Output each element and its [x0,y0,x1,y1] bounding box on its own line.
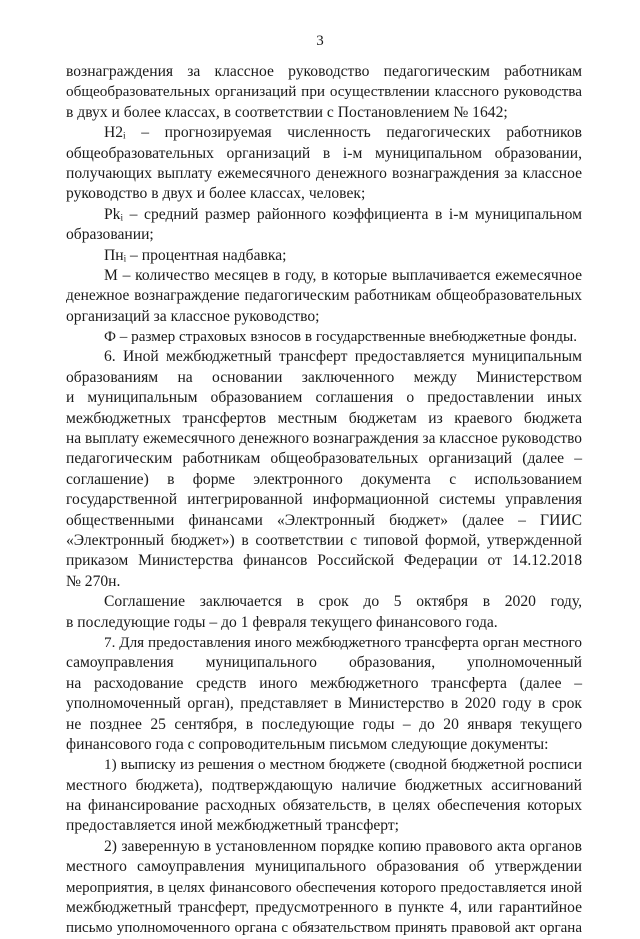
text-line: на выплату ежемесячного денежного вознаграждения за классное руководство [66,430,582,448]
document-body [66,62,582,939]
text-line: № 270н. [66,572,121,590]
text-line: Н2ᵢ – прогнозируемая численность педагогических работников [104,124,582,142]
text-line: организаций за классное руководство; [66,307,320,325]
text-line: межбюджетный трансферт, предусмотренного в пункте 4, или гарантийное [66,899,582,917]
text-line: в двух и более классах, в соответствии с Постановлением № 1642; [66,103,508,121]
text-line: образовании; [66,226,154,244]
text-line: общественными финансами «Электронный бюджет» (далее – ГИИС [66,511,582,529]
page-number: 3 [316,33,324,49]
text-line: межбюджетных трансфертов местным бюджетам из краевого бюджета [66,409,582,427]
text-line: Пнᵢ – процентная надбавка; [104,246,287,264]
text-line: на финансирование расходных обязательств, в целях обеспечения которых [66,797,582,815]
text-line: на расходование средств иного межбюджетного трансферта (далее – [66,674,582,692]
text-line: мероприятия, в целях финансового обеспечения которого предоставляется иной [66,879,582,896]
text-line: не позднее 25 сентября, в последующие годы – до 20 января текущего [66,715,582,733]
text-line: педагогическим работникам общеобразовательных организаций (далее – [66,450,582,468]
text-line: 2) заверенную в установленном порядке копию правового акта органов [104,837,582,855]
text-line: Рkᵢ – средний размер районного коэффициента в i-м муниципальном [104,205,582,223]
text-line: местного самоуправления муниципального образования об утверждении [66,858,582,876]
text-line: 1) выписку из решения о местном бюджете (сводной бюджетной росписи [104,756,582,774]
text-line: М – количество месяцев в году, в которые выплачивается ежемесячное [104,266,582,284]
text-line: финансового года с сопроводительным письмом следующие документы: [66,735,549,753]
text-line: общеобразовательных организаций в i-м муниципальном образовании, [66,144,582,162]
text-line: местного бюджета), подтверждающую наличие бюджетных ассигнований [66,776,582,794]
text-line: 6. Иной межбюджетный трансферт предоставляется муниципальным [104,348,582,366]
text-line: получающих выплату ежемесячного денежного вознаграждения за классное [66,164,582,182]
text-line: денежное вознаграждение педагогическим работникам общеобразовательных [66,287,582,305]
text-line: образованиям на основании заключенного между Министерством [66,368,582,386]
text-line: приказом Министерства финансов Российской Федерации от 14.12.2018 [66,552,582,570]
text-line: государственной интегрированной информационной системы управления [66,491,582,509]
text-line: самоуправления муниципального образования, уполномоченный [66,654,582,672]
text-line: предоставляется иной межбюджетный трансферт; [66,817,399,835]
text-line: в последующие годы – до 1 февраля текущего финансового года. [66,613,498,631]
text-line: и муниципальным образованием соглашения о предоставлении иных [66,389,582,407]
text-line: общеобразовательных организаций при осуществлении классного руководства [66,83,582,101]
text-line: уполномоченный орган), представляет в Министерство в 2020 году в срок [66,695,582,713]
text-line: соглашение) в форме электронного документа с использованием [66,470,582,488]
text-line: Ф – размер страховых взносов в государственные внебюджетные фонды. [104,328,578,346]
text-line: руководство в двух и более классах, человек; [66,185,366,203]
text-line: «Электронный бюджет») в соответствии с типовой формой, утвержденной [66,531,582,549]
text-line: 7. Для предоставления иного межбюджетного трансферта орган местного [104,633,582,651]
text-line: Соглашение заключается в срок до 5 октября в 2020 году, [104,593,582,611]
text-line: вознаграждения за классное руководство педагогическим работникам [66,63,582,80]
text-line: письмо уполномоченного органа с обязательством принять правовой акт органа [66,920,582,937]
